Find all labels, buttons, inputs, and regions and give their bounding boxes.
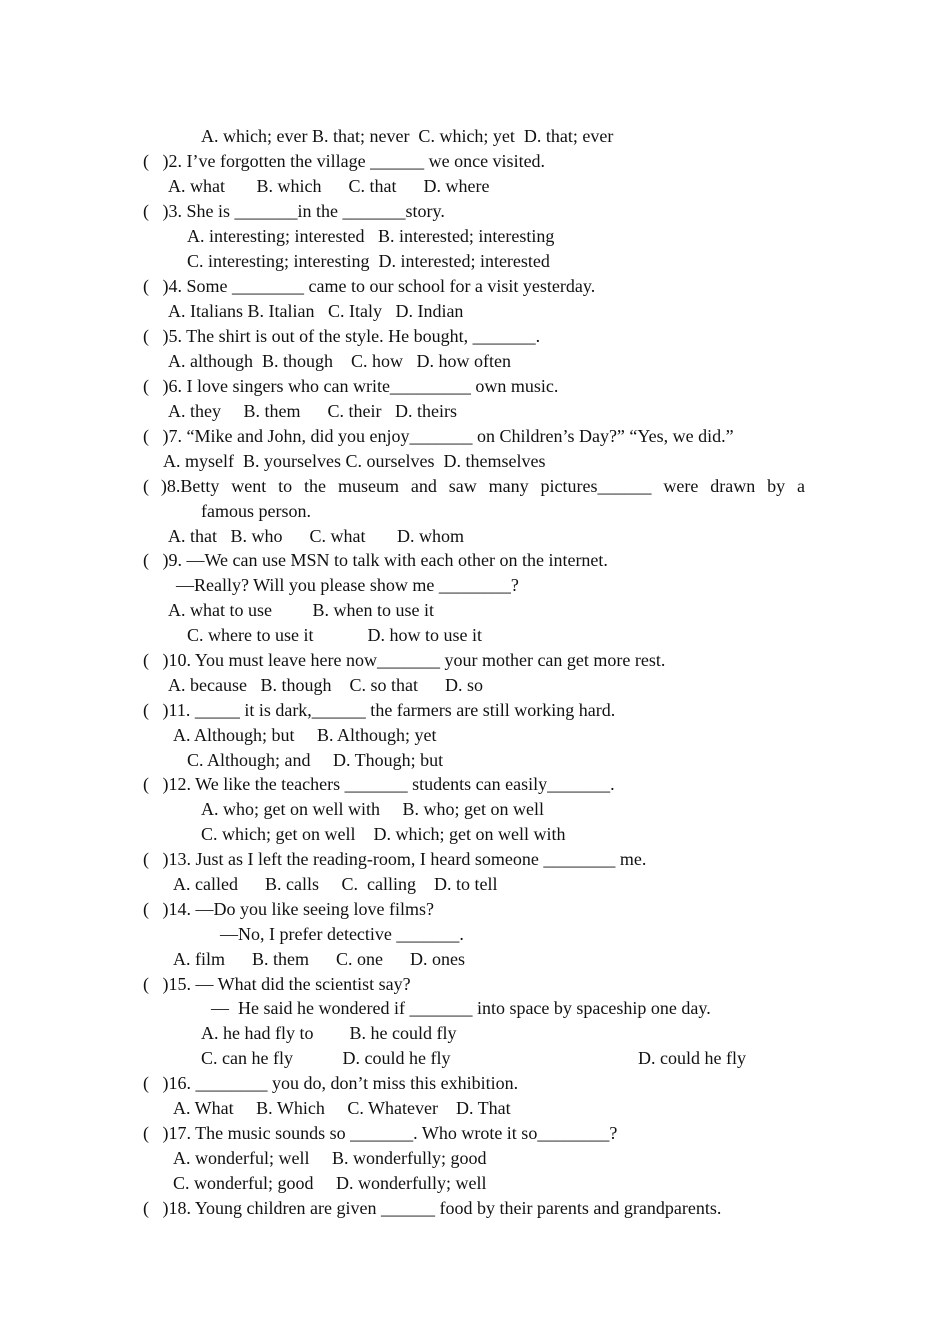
question-2: ( )2. I’ve forgotten the village ______ we once visited. (143, 151, 546, 171)
question-15-reply: — He said he wondered if _______ into space by spaceship one day. (211, 998, 711, 1018)
q17-options-ab: A. wonderful; well B. wonderfully; good (173, 1148, 487, 1168)
q2-options: A. what B. which C. that D. where (168, 176, 490, 196)
q9-options-ab: A. what to use B. when to use it (168, 600, 434, 620)
q16-options: A. What B. Which C. Whatever D. That (173, 1098, 511, 1118)
question-9-reply: —Really? Will you please show me ________? (176, 575, 519, 595)
q1-options: A. which; ever B. that; never C. which; yet D. that; ever (201, 126, 614, 146)
question-8: ( )8.Betty went to the museum and saw many pictures______ were drawn by a (143, 476, 805, 496)
q15-stray-option: D. could he fly (638, 1048, 746, 1068)
q6-options: A. they B. them C. their D. theirs (168, 401, 457, 421)
question-3: ( )3. She is _______in the _______story. (143, 201, 445, 221)
q7-options: A. myself B. yourselves C. ourselves D. themselves (163, 451, 546, 471)
question-11: ( )11. _____ it is dark,______ the farmers are still working hard. (143, 700, 616, 720)
q4-options: A. Italians B. Italian C. Italy D. Indian (168, 301, 464, 321)
question-5: ( )5. The shirt is out of the style. He bought, _______. (143, 326, 541, 346)
question-13: ( )13. Just as I left the reading-room, I heard someone ________ me. (143, 849, 647, 869)
question-7: ( )7. “Mike and John, did you enjoy_______ on Children’s Day?” “Yes, we did.” (143, 426, 734, 446)
question-14-reply: —No, I prefer detective _______. (220, 924, 464, 944)
question-9: ( )9. —We can use MSN to talk with each other on the internet. (143, 550, 608, 570)
question-4: ( )4. Some ________ came to our school for a visit yesterday. (143, 276, 596, 296)
q3-options-cd: C. interesting; interesting D. interested; interested (187, 251, 550, 271)
q13-options: A. called B. calls C. calling D. to tell (173, 874, 498, 894)
q10-options: A. because B. though C. so that D. so (168, 675, 483, 695)
q12-options-cd: C. which; get on well D. which; get on well with (201, 824, 566, 844)
q15-options-ab: A. he had fly to B. he could fly (201, 1023, 457, 1043)
q14-options: A. film B. them C. one D. ones (173, 949, 465, 969)
question-14: ( )14. —Do you like seeing love films? (143, 899, 434, 919)
question-6: ( )6. I love singers who can write_________ own music. (143, 376, 559, 396)
q12-options-ab: A. who; get on well with B. who; get on well (201, 799, 544, 819)
question-10: ( )10. You must leave here now_______ your mother can get more rest. (143, 650, 666, 670)
question-18: ( )18. Young children are given ______ food by their parents and grandparents. (143, 1198, 722, 1218)
q11-options-cd: C. Although; and D. Though; but (187, 750, 444, 770)
q17-options-cd: C. wonderful; good D. wonderfully; well (173, 1173, 487, 1193)
question-17: ( )17. The music sounds so _______. Who wrote it so________? (143, 1123, 618, 1143)
q9-options-cd: C. where to use it D. how to use it (187, 625, 482, 645)
q3-options-ab: A. interesting; interested B. interested; interesting (187, 226, 555, 246)
q11-options-ab: A. Although; but B. Although; yet (173, 725, 437, 745)
question-15: ( )15. — What did the scientist say? (143, 974, 411, 994)
question-8-continued: famous person. (201, 501, 311, 521)
q5-options: A. although B. though C. how D. how often (168, 351, 511, 371)
question-16: ( )16. ________ you do, don’t miss this exhibition. (143, 1073, 519, 1093)
q8-options: A. that B. who C. what D. whom (168, 526, 464, 546)
q15-options-cd: C. can he fly D. could he fly (201, 1048, 451, 1068)
question-12: ( )12. We like the teachers _______ students can easily_______. (143, 774, 615, 794)
